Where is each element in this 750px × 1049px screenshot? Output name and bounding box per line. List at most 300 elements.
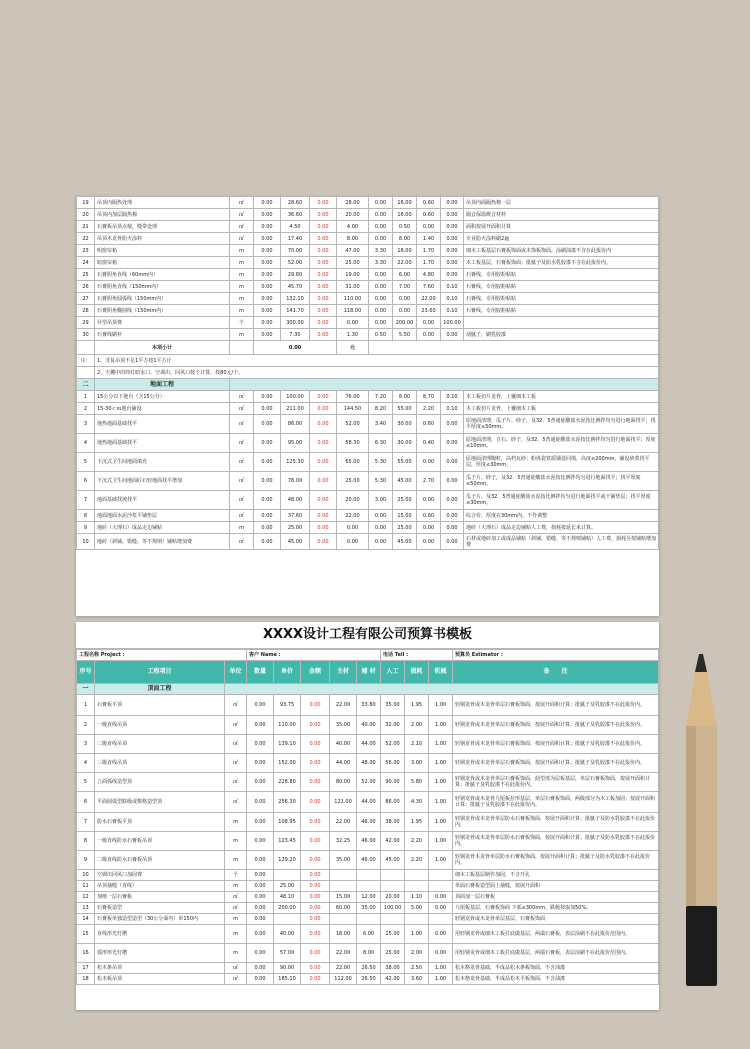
item-name: 石膏阴角圆弧线（150mm内） bbox=[95, 293, 230, 305]
unit-price: 78.00 bbox=[281, 472, 310, 491]
unit: ㎡ bbox=[230, 453, 254, 472]
loss: 0.00 bbox=[417, 453, 441, 472]
unit: m bbox=[225, 851, 247, 870]
main-material: 25.00 bbox=[337, 472, 369, 491]
main-material: 22.00 bbox=[330, 944, 357, 963]
labor: 16.00 bbox=[393, 209, 417, 221]
loss: 2.20 bbox=[405, 851, 429, 870]
table-row bbox=[77, 293, 659, 305]
item-name: 石膏板单独造型造型（30公分面内）单150内 bbox=[95, 914, 225, 925]
loss: 3.60 bbox=[405, 974, 429, 985]
main-material: 80.00 bbox=[330, 773, 357, 792]
labor bbox=[381, 914, 405, 925]
machinery: 1.00 bbox=[429, 773, 453, 792]
labor: 200.00 bbox=[393, 317, 417, 329]
remark: 石膏线、专用胶粉粘贴 bbox=[464, 305, 659, 317]
amount: 0.00 bbox=[310, 221, 337, 233]
main-material: 121.00 bbox=[330, 792, 357, 813]
column-header: 人工 bbox=[381, 661, 405, 684]
table-row bbox=[77, 491, 659, 510]
row-number: 21 bbox=[77, 221, 95, 233]
table-row bbox=[77, 832, 659, 851]
row-number: 20 bbox=[77, 209, 95, 221]
main-material: 144.50 bbox=[337, 403, 369, 415]
machinery: 1.00 bbox=[429, 963, 453, 974]
labor: 38.00 bbox=[381, 813, 405, 832]
quantity: 0.00 bbox=[254, 434, 281, 453]
aux-material: 44.00 bbox=[357, 735, 381, 754]
quantity: 0.00 bbox=[247, 914, 274, 925]
table-row bbox=[77, 415, 659, 434]
item-name: 石膏阴角直线（60mm内） bbox=[95, 269, 230, 281]
remark: 吊顶内面隔热棉一层 bbox=[464, 197, 659, 209]
item-name: 松木板吊顶 bbox=[95, 974, 225, 985]
machinery: 0.10 bbox=[441, 305, 464, 317]
row-number: 4 bbox=[77, 434, 95, 453]
machinery: 0.00 bbox=[441, 221, 464, 233]
table-row bbox=[77, 974, 659, 985]
labor: 38.00 bbox=[381, 963, 405, 974]
loss: 0.40 bbox=[417, 434, 441, 453]
main-material bbox=[330, 870, 357, 881]
main-material: 1.30 bbox=[337, 329, 369, 341]
unit: ㎡ bbox=[225, 903, 247, 914]
main-material: 0.00 bbox=[337, 522, 369, 534]
machinery: 0.10 bbox=[441, 293, 464, 305]
customer-label: 客户 Name : bbox=[247, 650, 381, 661]
labor: 25.00 bbox=[381, 944, 405, 963]
unit-price: 86.00 bbox=[281, 415, 310, 434]
main-material: 44.00 bbox=[330, 754, 357, 773]
machinery: 0.00 bbox=[441, 245, 464, 257]
loss: 2.20 bbox=[417, 403, 441, 415]
table-row bbox=[77, 792, 659, 813]
aux-material bbox=[357, 870, 381, 881]
main-material: 20.00 bbox=[337, 491, 369, 510]
main-material: 22.00 bbox=[337, 510, 369, 522]
labor: 55.00 bbox=[393, 453, 417, 472]
item-name: 吊顶木龙骨防火涂料 bbox=[95, 233, 230, 245]
subtotal-label: 本项小计 bbox=[95, 341, 230, 355]
loss: 1.10 bbox=[405, 892, 429, 903]
row-number: 11 bbox=[77, 881, 95, 892]
amount: 0.00 bbox=[301, 870, 330, 881]
machinery: 0.00 bbox=[441, 233, 464, 245]
unit: m bbox=[230, 329, 254, 341]
item-name: 弧形形光灯槽 bbox=[95, 944, 225, 963]
item-name: 加喷一层石膏板 bbox=[95, 892, 225, 903]
machinery: 1.00 bbox=[429, 792, 453, 813]
unit: m bbox=[225, 832, 247, 851]
labor: 30.00 bbox=[393, 434, 417, 453]
labor: 15.00 bbox=[381, 925, 405, 944]
amount: 0.00 bbox=[310, 305, 337, 317]
quantity: 0.00 bbox=[254, 305, 281, 317]
loss: 2.00 bbox=[405, 944, 429, 963]
main-material bbox=[330, 914, 357, 925]
item-name: 吊顶抽缝（直线） bbox=[95, 881, 225, 892]
labor: 7.00 bbox=[393, 281, 417, 293]
unit-price: 95.00 bbox=[281, 434, 310, 453]
item-name: 防水石膏板平顶 bbox=[95, 813, 225, 832]
machinery: 0.00 bbox=[441, 257, 464, 269]
unit-price: 7.30 bbox=[281, 329, 310, 341]
remark: 轻钢龙骨或木龙骨单层防水石膏板饰面，按展开面积计算；批腻子及防水乳胶漆不在此报价内。 bbox=[453, 813, 659, 832]
aux-material: 46.00 bbox=[357, 851, 381, 870]
quantity: 0.00 bbox=[247, 851, 274, 870]
row-number: 15 bbox=[77, 925, 95, 944]
remark: 原地面清理，瓜子片、砂子，及32．5普通硅酸盐水泥按比例拌均匀进行地面找平；找平厚度≤50mm。 bbox=[464, 415, 659, 434]
remark: 原地面清理，豆石、砂子，及32．5普通硅酸盐水泥按比例拌均匀进行地面找平；厚度≤10mm。 bbox=[464, 434, 659, 453]
labor: 45.00 bbox=[393, 472, 417, 491]
quantity: 0.00 bbox=[247, 925, 274, 944]
main-material: 35.00 bbox=[330, 851, 357, 870]
row-number: 6 bbox=[77, 792, 95, 813]
loss: 0.00 bbox=[417, 221, 441, 233]
remark: 木工板切片龙骨，上覆细木工板 bbox=[464, 403, 659, 415]
quantity: 0.00 bbox=[247, 754, 274, 773]
item-name: 地热地面基础找平 bbox=[95, 415, 230, 434]
machinery: 1.00 bbox=[429, 813, 453, 832]
aux-material: 0.00 bbox=[369, 197, 393, 209]
amount: 0.00 bbox=[301, 903, 330, 914]
main-material: 110.00 bbox=[337, 293, 369, 305]
aux-material: 33.80 bbox=[357, 695, 381, 716]
loss: 0.60 bbox=[417, 209, 441, 221]
item-name: 15-30ｃｍ地台铺设 bbox=[95, 403, 230, 415]
quantity: 0.00 bbox=[247, 813, 274, 832]
row-number: 3 bbox=[77, 735, 95, 754]
unit: ㎡ bbox=[225, 735, 247, 754]
quantity: 0.00 bbox=[254, 329, 281, 341]
loss: 0.00 bbox=[417, 491, 441, 510]
row-number: 5 bbox=[77, 453, 95, 472]
table-row bbox=[77, 716, 659, 735]
aux-material: 0.50 bbox=[369, 329, 393, 341]
unit: ㎡ bbox=[230, 391, 254, 403]
amount: 0.00 bbox=[301, 735, 330, 754]
quantity: 0.00 bbox=[247, 695, 274, 716]
pencil-decoration bbox=[681, 648, 731, 1020]
unit: m bbox=[230, 293, 254, 305]
header-row bbox=[77, 661, 659, 684]
row-number: 27 bbox=[77, 293, 95, 305]
loss: 0.00 bbox=[417, 534, 441, 550]
loss: 1.95 bbox=[405, 813, 429, 832]
remark: 木工板基层，石膏板饰面；批腻子及防水乳胶漆不含在此报价内。 bbox=[464, 257, 659, 269]
table-row bbox=[77, 903, 659, 914]
main-material: 31.00 bbox=[337, 281, 369, 293]
item-name: 直线形光灯槽 bbox=[95, 925, 225, 944]
amount: 0.00 bbox=[310, 453, 337, 472]
aux-material: 8.20 bbox=[369, 403, 393, 415]
aux-material: 3.30 bbox=[369, 245, 393, 257]
column-header: 单价 bbox=[274, 661, 301, 684]
aux-material: 6.30 bbox=[369, 434, 393, 453]
labor: 90.00 bbox=[381, 773, 405, 792]
main-material: 22.00 bbox=[330, 695, 357, 716]
section-row-ceiling bbox=[77, 684, 659, 695]
row-number: 5 bbox=[77, 773, 95, 792]
quantity: 0.00 bbox=[254, 472, 281, 491]
main-material: 65.00 bbox=[337, 453, 369, 472]
table-row bbox=[77, 403, 659, 415]
main-material: 28.00 bbox=[337, 197, 369, 209]
machinery: 0.00 bbox=[429, 925, 453, 944]
machinery: 0.00 bbox=[441, 209, 464, 221]
quantity: 0.00 bbox=[254, 415, 281, 434]
main-material: 8.00 bbox=[337, 233, 369, 245]
info-row bbox=[77, 650, 659, 661]
item-name: 地砖（斜铺、错缝、等不规则）铺贴增加费 bbox=[95, 534, 230, 550]
aux-material: 26.50 bbox=[357, 974, 381, 985]
aux-material: 35.00 bbox=[357, 903, 381, 914]
machinery: 0.00 bbox=[429, 944, 453, 963]
labor: 25.00 bbox=[393, 491, 417, 510]
item-name: 下沉式卫生间地面填充 bbox=[95, 453, 230, 472]
amount: 0.00 bbox=[310, 391, 337, 403]
quantity: 0.00 bbox=[254, 197, 281, 209]
labor: 20.00 bbox=[381, 892, 405, 903]
table-row bbox=[77, 472, 659, 491]
row-number: 28 bbox=[77, 305, 95, 317]
labor: 22.00 bbox=[393, 257, 417, 269]
remark: 顶面加一层石膏板 bbox=[453, 892, 659, 903]
table-row bbox=[77, 522, 659, 534]
table-row bbox=[77, 925, 659, 944]
main-material: 19.00 bbox=[337, 269, 369, 281]
unit: m bbox=[225, 813, 247, 832]
unit-price: 125.30 bbox=[281, 453, 310, 472]
aux-material bbox=[357, 914, 381, 925]
aux-material: 6.00 bbox=[357, 925, 381, 944]
unit: 个 bbox=[230, 317, 254, 329]
quantity: 0.00 bbox=[254, 245, 281, 257]
amount: 0.00 bbox=[310, 510, 337, 522]
table-row bbox=[77, 257, 659, 269]
aux-material: 8.00 bbox=[357, 944, 381, 963]
item-name: 松木条吊顶 bbox=[95, 963, 225, 974]
unit-price: 211.00 bbox=[281, 403, 310, 415]
quantity: 0.00 bbox=[254, 281, 281, 293]
loss bbox=[405, 914, 429, 925]
amount: 0.00 bbox=[301, 881, 330, 892]
remark: 地砖（大理石）成品走边铺贴人工费，损耗按延长米计算。 bbox=[464, 522, 659, 534]
unit: ㎡ bbox=[225, 974, 247, 985]
quantity: 0.00 bbox=[247, 735, 274, 754]
table-row bbox=[77, 963, 659, 974]
amount: 0.00 bbox=[301, 944, 330, 963]
unit-price: 25.00 bbox=[281, 522, 310, 534]
quantity: 0.00 bbox=[254, 221, 281, 233]
loss bbox=[405, 870, 429, 881]
loss: 2.00 bbox=[405, 716, 429, 735]
unit: ㎡ bbox=[230, 415, 254, 434]
aux-material: 44.00 bbox=[357, 792, 381, 813]
table-row bbox=[77, 391, 659, 403]
row-number: 7 bbox=[77, 813, 95, 832]
unit-price: 48.10 bbox=[274, 892, 301, 903]
amount: 0.00 bbox=[310, 269, 337, 281]
main-material: 60.00 bbox=[330, 903, 357, 914]
amount: 0.00 bbox=[310, 293, 337, 305]
remark: 隔音保温吸音材料 bbox=[464, 209, 659, 221]
quantity: 0.00 bbox=[254, 269, 281, 281]
remark: 细木工板基层石膏板饰面或木饰板饰面，涂刷油漆不含在此报价内 bbox=[464, 245, 659, 257]
main-material: 32.25 bbox=[330, 832, 357, 851]
unit: ㎡ bbox=[230, 197, 254, 209]
unit: m bbox=[230, 522, 254, 534]
pencil-tip bbox=[686, 672, 717, 726]
main-material: 0.00 bbox=[337, 317, 369, 329]
unit: m bbox=[230, 257, 254, 269]
column-header: 单位 bbox=[225, 661, 247, 684]
section-title: 地面工程 bbox=[95, 379, 230, 391]
unit-price: 110.00 bbox=[274, 716, 301, 735]
table-row bbox=[77, 695, 659, 716]
top-sheet bbox=[76, 196, 659, 616]
table-row bbox=[77, 510, 659, 522]
unit-price: 141.70 bbox=[281, 305, 310, 317]
document-title: XXXX设计工程有限公司预算书模板 bbox=[76, 622, 659, 649]
machinery: 0.00 bbox=[441, 415, 464, 434]
unit: m bbox=[225, 944, 247, 963]
aux-material: 3.30 bbox=[369, 257, 393, 269]
quantity: 0.00 bbox=[247, 974, 274, 985]
remark: 瓜子片、及32．5普通硅酸盐水泥按比例拌均匀进行地面找平或干铺垫层；找平厚度≤30mm。 bbox=[464, 491, 659, 510]
aux-material: 0.00 bbox=[369, 534, 393, 550]
labor: 32.00 bbox=[381, 716, 405, 735]
loss: 0.60 bbox=[417, 415, 441, 434]
quantity: 0.00 bbox=[247, 944, 274, 963]
bottom-budget-table bbox=[76, 649, 659, 985]
item-name: 二级直线吊顶 bbox=[95, 735, 225, 754]
machinery: 100.00 bbox=[441, 317, 464, 329]
labor: 55.00 bbox=[393, 403, 417, 415]
amount: 0.00 bbox=[301, 754, 330, 773]
aux-material: 5.30 bbox=[369, 472, 393, 491]
subtotal-value: 0.00 bbox=[254, 341, 337, 355]
row-number: 12 bbox=[77, 892, 95, 903]
machinery: 0.00 bbox=[441, 534, 464, 550]
unit: ㎡ bbox=[230, 472, 254, 491]
column-header: 机械 bbox=[429, 661, 453, 684]
unit-price: 93.75 bbox=[274, 695, 301, 716]
amount: 0.00 bbox=[310, 257, 337, 269]
machinery: 0.10 bbox=[441, 281, 464, 293]
row-number: 30 bbox=[77, 329, 95, 341]
unit: ㎡ bbox=[230, 403, 254, 415]
main-material: 76.00 bbox=[337, 391, 369, 403]
quantity: 0.00 bbox=[254, 391, 281, 403]
row-number: 8 bbox=[77, 832, 95, 851]
quantity: 0.00 bbox=[247, 716, 274, 735]
row-number: 18 bbox=[77, 974, 95, 985]
labor: 8.00 bbox=[393, 233, 417, 245]
note-prefix: 注： bbox=[77, 355, 95, 367]
item-name: 石膏线刷补 bbox=[95, 329, 230, 341]
main-material: 4.00 bbox=[337, 221, 369, 233]
labor: 42.00 bbox=[381, 832, 405, 851]
item-name: 15公分以下地台（含15公分） bbox=[95, 391, 230, 403]
main-material: 40.00 bbox=[330, 735, 357, 754]
note-text: 1、非复吊顶不足1平方按1平方计 bbox=[95, 355, 659, 367]
main-material: 18.00 bbox=[330, 925, 357, 944]
remark: 专业防火涂料刷2遍 bbox=[464, 233, 659, 245]
table-row bbox=[77, 881, 659, 892]
amount: 0.00 bbox=[310, 197, 337, 209]
table-row bbox=[77, 209, 659, 221]
main-material: 35.00 bbox=[330, 716, 357, 735]
machinery: 0.00 bbox=[441, 269, 464, 281]
column-header: 数量 bbox=[247, 661, 274, 684]
amount: 0.00 bbox=[310, 233, 337, 245]
loss: 4.80 bbox=[417, 269, 441, 281]
loss bbox=[405, 881, 429, 892]
loss: 0.00 bbox=[417, 329, 441, 341]
labor: 100.00 bbox=[381, 903, 405, 914]
labor: 6.00 bbox=[393, 269, 417, 281]
quantity: 0.00 bbox=[247, 870, 274, 881]
remark: 松木格龙骨基础，半成品松木条板饰面，不含油漆 bbox=[453, 963, 659, 974]
amount: 0.00 bbox=[301, 963, 330, 974]
column-header: 辅 材 bbox=[357, 661, 381, 684]
main-material: 22.00 bbox=[330, 963, 357, 974]
section-title: 顶面工程 bbox=[95, 684, 225, 695]
note-row bbox=[77, 367, 659, 379]
loss: 0.00 bbox=[417, 317, 441, 329]
item-name: 一级直线吊顶 bbox=[95, 716, 225, 735]
loss: 8.70 bbox=[417, 391, 441, 403]
quantity: 0.00 bbox=[254, 510, 281, 522]
amount: 0.00 bbox=[310, 472, 337, 491]
amount: 0.00 bbox=[310, 534, 337, 550]
machinery: 0.00 bbox=[441, 491, 464, 510]
row-number: 2 bbox=[77, 716, 95, 735]
remark: 石膏线、专用胶粉粘贴 bbox=[464, 281, 659, 293]
amount: 0.00 bbox=[310, 403, 337, 415]
aux-material: 5.30 bbox=[369, 453, 393, 472]
machinery: 1.00 bbox=[429, 851, 453, 870]
labor: 86.00 bbox=[381, 792, 405, 813]
main-material: 15.00 bbox=[330, 892, 357, 903]
unit: ㎡ bbox=[230, 209, 254, 221]
item-name: 地面地面水泥沙浆平铺垫层 bbox=[95, 510, 230, 522]
unit: ㎡ bbox=[230, 233, 254, 245]
aux-material: 48.00 bbox=[357, 754, 381, 773]
row-number: 3 bbox=[77, 415, 95, 434]
unit-price: 36.60 bbox=[281, 209, 310, 221]
unit: ㎡ bbox=[230, 221, 254, 233]
remark: 轻钢龙骨或木龙骨单层基层，石膏板饰面 bbox=[453, 914, 659, 925]
unit-price: 300.00 bbox=[281, 317, 310, 329]
quantity: 0.00 bbox=[254, 317, 281, 329]
unit-price: 25.00 bbox=[274, 881, 301, 892]
quantity: 0.00 bbox=[247, 892, 274, 903]
loss: 2.70 bbox=[417, 472, 441, 491]
loss: 0.00 bbox=[417, 522, 441, 534]
column-header: 备 注 bbox=[453, 661, 659, 684]
estimator-label: 预算员 Estimator : bbox=[453, 650, 659, 661]
unit: ㎡ bbox=[225, 892, 247, 903]
item-name: 石膏板吊顶点棱，缝带处理 bbox=[95, 221, 230, 233]
row-number: 16 bbox=[77, 944, 95, 963]
loss: 4.30 bbox=[405, 792, 429, 813]
amount: 0.00 bbox=[301, 914, 330, 925]
unit-price: 57.00 bbox=[274, 944, 301, 963]
quantity: 0.00 bbox=[254, 257, 281, 269]
row-number: 19 bbox=[77, 197, 95, 209]
